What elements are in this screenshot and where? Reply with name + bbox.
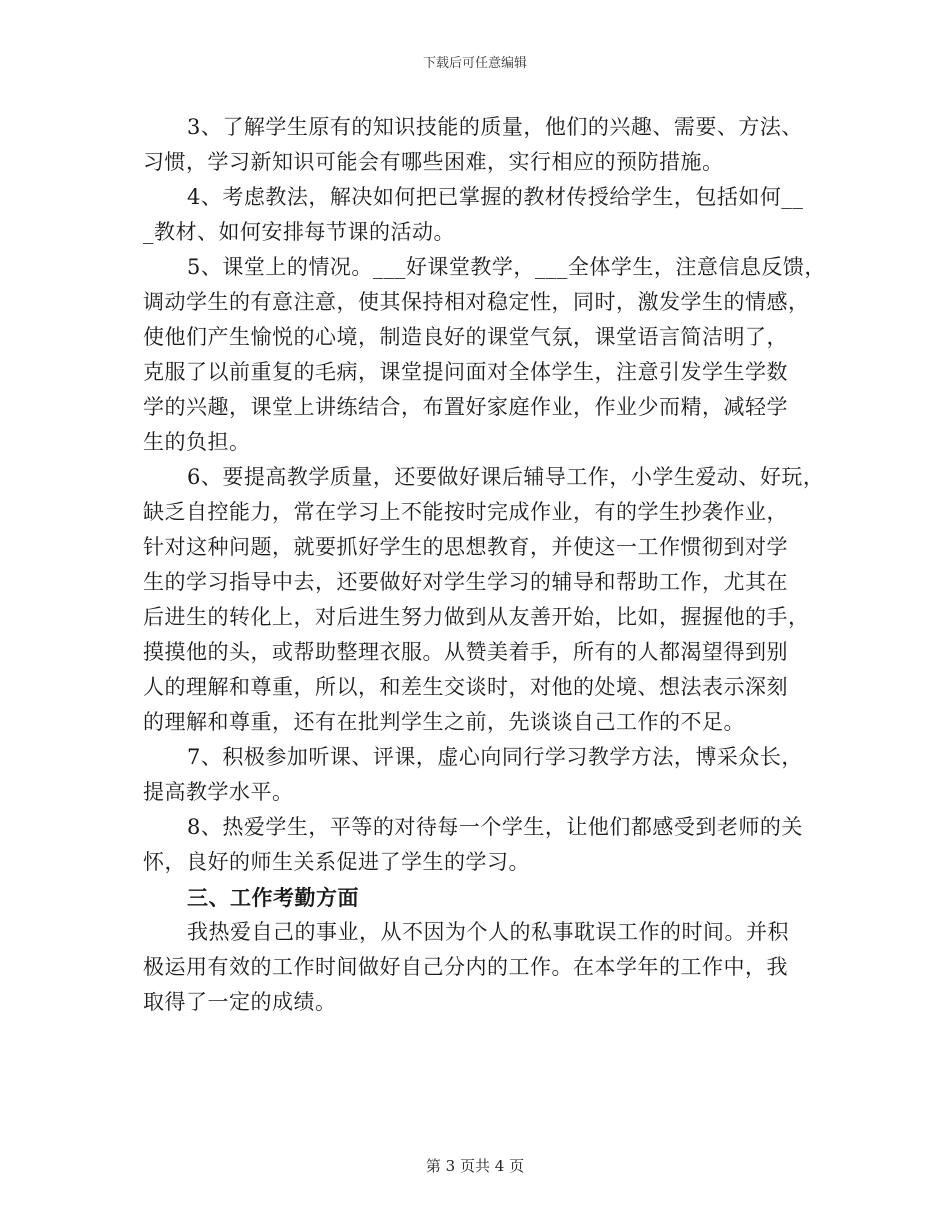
text-line: 习惯，学习新知识可能会有哪些困难，实行相应的预防措施。	[143, 150, 724, 174]
text-line: 7、积极参加听课、评课，虚心向同行学习教学方法，博采众长，	[187, 745, 803, 769]
text-line: 取得了一定的成绩。	[143, 990, 337, 1014]
text-line: 后进生的转化上，对后进生努力做到从友善开始，比如，握握他的手，	[143, 605, 810, 629]
text-line: 人的理解和尊重，所以，和差生交谈时，对他的处境、想法表示深刻	[143, 675, 788, 699]
text-line: 学的兴趣，课堂上讲练结合，布置好家庭作业，作业少而精，减轻学	[143, 395, 788, 419]
text-line: 我热爱自己的事业，从不因为个人的私事耽误工作的时间。并积	[187, 920, 789, 944]
text-line: 4、考虑教法，解决如何把已掌握的教材传授给学生，包括如何__	[187, 185, 804, 209]
page-footer: 第 3 页共 4 页	[425, 1157, 525, 1175]
section-heading: 三、工作考勤方面	[187, 885, 359, 910]
page-header: 下载后可任意编辑	[422, 56, 527, 71]
text-line: 8、热爱学生，平等的对待每一个学生，让他们都感受到老师的关	[187, 815, 803, 839]
text-line: 极运用有效的工作时间做好自己分内的工作。在本学年的工作中，我	[143, 955, 788, 979]
text-line: 生的学习指导中去，还要做好对学生学习的辅导和帮助工作，尤其在	[143, 570, 788, 594]
text-line: 调动学生的有意注意，使其保持相对稳定性，同时，激发学生的情感，	[143, 290, 810, 314]
text-line: 怀，良好的师生关系促进了学生的学习。	[143, 850, 530, 874]
text-line: _教材、如何安排每节课的活动。	[143, 220, 455, 244]
text-line: 6、要提高教学质量，还要做好课后辅导工作，小学生爱动、好玩，	[187, 465, 825, 489]
text-line: 使他们产生愉悦的心境，制造良好的课堂气氛，课堂语言简洁明了，	[143, 325, 788, 349]
text-line: 5、课堂上的情况。___好课堂教学，___全体学生，注意信息反馈，	[187, 255, 826, 279]
text-line: 缺乏自控能力，常在学习上不能按时完成作业，有的学生抄袭作业，	[143, 500, 788, 524]
text-line: 针对这种问题，就要抓好学生的思想教育，并使这一工作惯彻到对学	[143, 535, 788, 559]
text-line: 的理解和尊重，还有在批判学生之前，先谈谈自己工作的不足。	[143, 710, 745, 734]
text-line: 摸摸他的头，或帮助整理衣服。从赞美着手，所有的人都渴望得到别	[143, 640, 788, 664]
text-line: 提高教学水平。	[143, 780, 294, 804]
document-body	[143, 110, 826, 1020]
text-line: 3、了解学生原有的知识技能的质量，他们的兴趣、需要、方法、	[187, 115, 803, 139]
text-line: 克服了以前重复的毛病，课堂提问面对全体学生，注意引发学生学数	[143, 360, 788, 384]
text-line: 生的负担。	[143, 430, 251, 454]
